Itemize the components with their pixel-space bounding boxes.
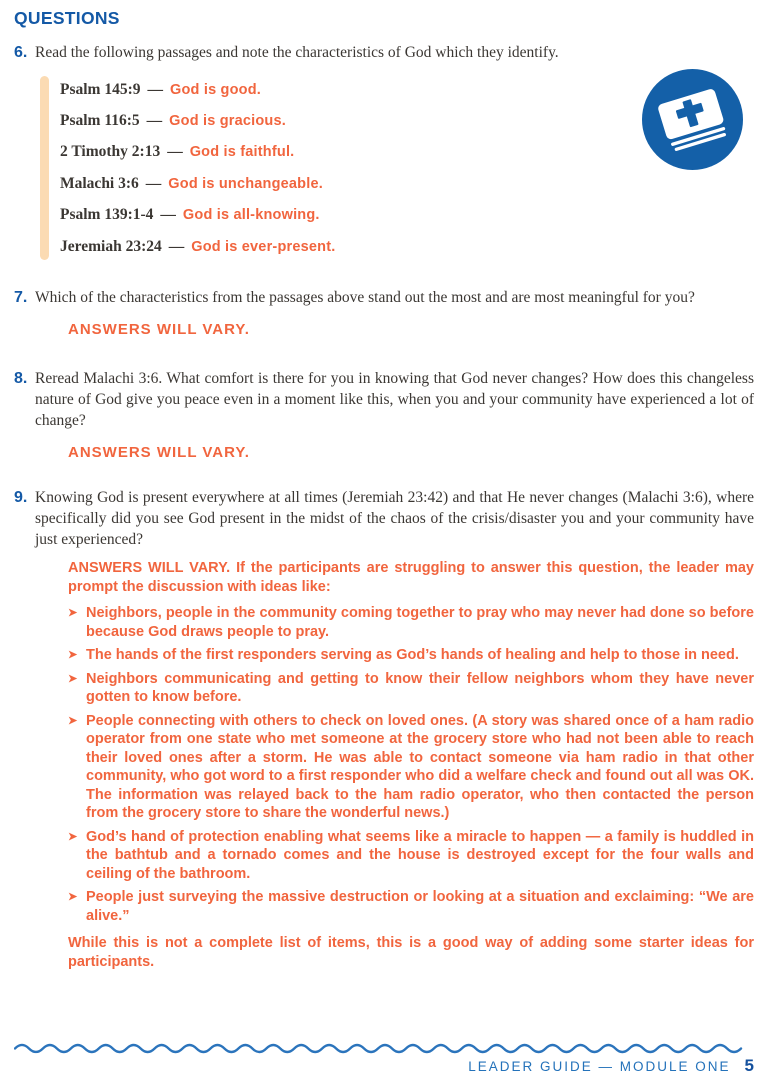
- passage-trait: God is gracious.: [169, 113, 286, 130]
- passage-ref: Jeremiah 23:24: [60, 237, 162, 255]
- page-heading: QUESTIONS: [14, 8, 120, 28]
- bullet-item: [68, 604, 754, 641]
- passage-dash: —: [167, 143, 183, 161]
- question-9-text: Knowing God is present everywhere at all times (Jeremiah 23:42) and that He never changes (Malachi 3:6), where specifically did you see God present in the midst of the chaos of the crisis/disaster you and your community have just experienced?: [35, 489, 754, 549]
- question-7-number: 7.: [14, 289, 28, 307]
- question-9-body: [35, 487, 754, 971]
- question-8-answer: ANSWERS WILL VARY.: [68, 444, 250, 462]
- passage-ref: Psalm 145:9: [60, 80, 141, 98]
- bullet-item: [68, 646, 754, 665]
- passage-ref: 2 Timothy 2:13: [60, 143, 161, 161]
- question-6-number: 6.: [14, 44, 28, 61]
- question-9-number: 9.: [14, 489, 28, 507]
- bullet-text: The hands of the first responders serving as God’s hands of healing and help to those in need.: [86, 647, 739, 664]
- bullet-item: [68, 828, 754, 884]
- question-7-answer: ANSWERS WILL VARY.: [68, 321, 250, 339]
- passage-trait: God is unchangeable.: [168, 175, 323, 192]
- question-7: [14, 287, 754, 338]
- passage-row: [60, 74, 335, 105]
- bullet-item: [68, 712, 754, 823]
- passage-trait: God is good.: [170, 81, 262, 98]
- bullet-text: People just surveying the massive destruction or looking at a situation and exclaiming: “We are alive.”: [86, 889, 754, 924]
- bullet-text: People connecting with others to check on loved ones. (A story was shared once of a ham radio operator from one state who met someone at the grocery store who had not been able to reach their loved ones after a storm. He was able to contact someone via ham radio in that other community, who got word to a first responder who did a welfare check and found out all was OK. The information was relayed back to the ham radio operator, who then contacted the person from the grocery store to share the wonderful news.): [86, 712, 754, 822]
- answer-bullet-list: [68, 604, 754, 925]
- passage-trait: God is faithful.: [189, 144, 295, 161]
- passage-dash: —: [168, 237, 185, 255]
- passage-row: [60, 137, 335, 168]
- question-8-text: Reread Malachi 3:6. What comfort is there for you in knowing that God never changes? How does this changeless nature of God give you peace even in a moment like this, when you and your community have experienced a lot of change?: [35, 370, 754, 430]
- arrow-bullet-icon: ➤: [68, 714, 78, 727]
- arrow-bullet-icon: ➤: [68, 891, 78, 904]
- question-7-body: [35, 287, 754, 338]
- passage-ref: Malachi 3:6: [60, 174, 139, 192]
- passage-trait: God is ever-present.: [191, 238, 336, 255]
- arrow-bullet-icon: ➤: [68, 830, 78, 843]
- question-6-text: Read the following passages and note the characteristics of God which they identify.: [35, 44, 559, 61]
- passage-dash: —: [145, 174, 162, 192]
- bullet-text: God’s hand of protection enabling what seems like a miracle to happen — a family is huddled in the bathtub and a tornado comes and the house is destroyed except for the four walls and ceiling of the bathroom.: [86, 828, 754, 882]
- question-8: [14, 368, 754, 461]
- footer-title: LEADER GUIDE — MODULE ONE: [468, 1059, 731, 1074]
- question-7-text: Which of the characteristics from the passages above stand out the most and are most meaningful for you?: [35, 289, 695, 307]
- question-9: [14, 487, 754, 971]
- bible-book-cross-graphic: [642, 69, 743, 170]
- bullet-item: [68, 888, 754, 925]
- wavy-divider: [14, 1040, 754, 1054]
- answer-intro: ANSWERS WILL VARY. If the participants are struggling to answer this question, the leader may prompt the discussion with ideas like:: [68, 560, 754, 595]
- question-8-body: [35, 368, 754, 461]
- question-8-number: 8.: [14, 370, 28, 388]
- passage-trait: God is all-knowing.: [182, 207, 320, 224]
- passage-row: [60, 200, 335, 231]
- answer-closing: While this is not a complete list of items, this is a good way of adding some starter ideas for participants.: [68, 935, 754, 970]
- highlight-bar: [40, 76, 49, 260]
- arrow-bullet-icon: ➤: [68, 607, 78, 620]
- passages-list: [60, 74, 335, 262]
- bullet-text: Neighbors, people in the community coming together to pray who may never had done so before because God draws people to pray.: [86, 605, 754, 640]
- bullet-item: [68, 670, 754, 707]
- passage-dash: —: [146, 112, 163, 130]
- bullet-text: Neighbors communicating and getting to know their fellow neighbors whom they have never gotten to know before.: [86, 670, 754, 706]
- passage-dash: —: [160, 206, 176, 224]
- bible-icon: [642, 69, 743, 170]
- question-9-answer-block: [68, 559, 754, 971]
- page-number: 5: [744, 1056, 754, 1075]
- passage-row: [60, 105, 335, 136]
- passage-row: [60, 168, 335, 199]
- passage-row: [60, 231, 335, 262]
- page-footer: [468, 1056, 754, 1076]
- arrow-bullet-icon: ➤: [68, 672, 78, 685]
- passage-dash: —: [147, 80, 164, 98]
- passage-ref: Psalm 139:1-4: [60, 206, 154, 224]
- arrow-bullet-icon: ➤: [68, 649, 78, 662]
- passage-ref: Psalm 116:5: [60, 112, 140, 130]
